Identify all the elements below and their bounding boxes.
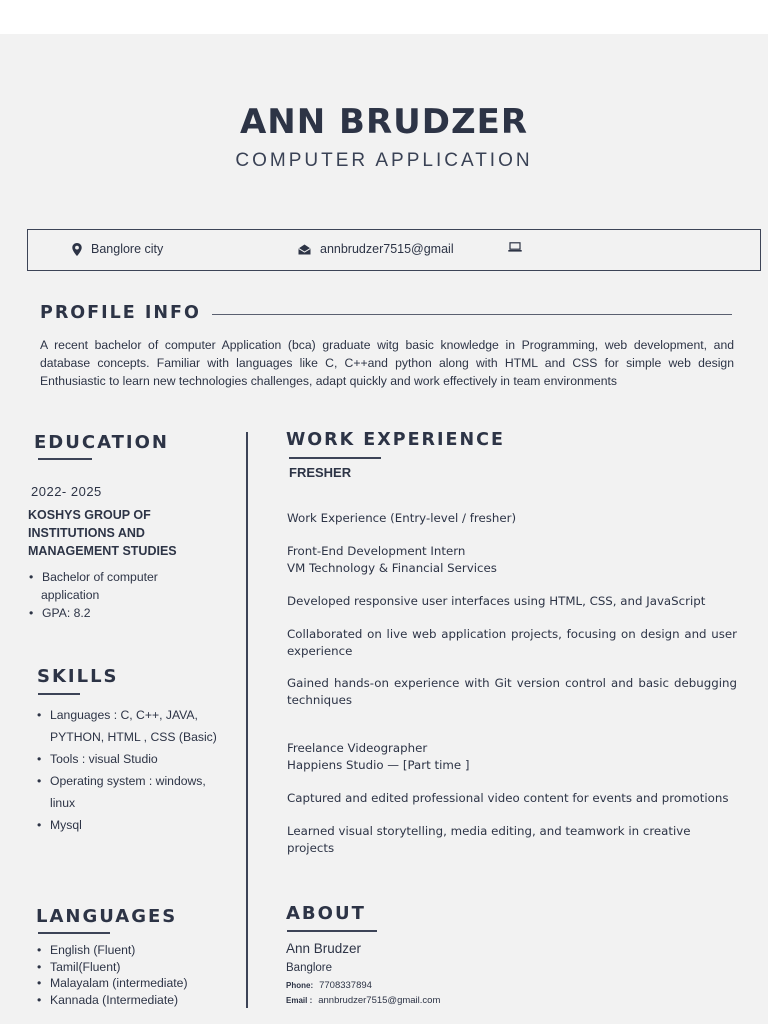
- job-detail: Captured and edited professional video content for events and promotions: [287, 791, 729, 805]
- job-detail: Learned visual storytelling, media editing, and teamwork in creative projects: [287, 824, 691, 855]
- list-item: • Bachelor of computer: [28, 568, 158, 586]
- languages-list: [36, 942, 188, 1008]
- job-title: Front-End Development Intern: [287, 544, 466, 558]
- job-detail: Collaborated on live web application projects, focusing on design and user experience: [287, 627, 737, 658]
- email-label: Email :: [286, 996, 313, 1005]
- work-status: FRESHER: [289, 465, 352, 480]
- email-text[interactable]: annbrudzer7515@gmail: [320, 242, 454, 256]
- list-item: • Operating system : windows,: [36, 770, 217, 792]
- location-pin-icon: [72, 243, 82, 256]
- languages-heading: LANGUAGES: [36, 906, 178, 927]
- contact-location: [72, 242, 163, 256]
- list-item: • Tamil(Fluent): [36, 959, 188, 976]
- candidate-name: ANN BRUDZER: [239, 102, 529, 142]
- work-underline: [289, 457, 381, 459]
- about-city: Banglore: [286, 962, 333, 974]
- list-item: [28, 586, 158, 604]
- about-underline: [287, 930, 377, 932]
- about-phone: [286, 980, 372, 991]
- candidate-title: COMPUTER APPLICATION: [235, 150, 533, 171]
- education-institution: [28, 506, 177, 560]
- about-heading: ABOUT: [286, 903, 366, 924]
- profile-text: A recent bachelor of computer Application (bca) graduate witg basic knowledge in Programming, web development, and database concepts. Familiar with languages like C, C++and python along with HTML and CSS for simple web design Enthusiastic to learn new technologies challenges, adapt quickly and work effectively in team environments: [40, 338, 734, 388]
- list-item-continuation: PYTHON, HTML , CSS (Basic): [50, 730, 217, 744]
- job-company: Happiens Studio — [Part time ]: [287, 758, 470, 772]
- institution-line: INSTITUTIONS AND: [28, 526, 145, 540]
- education-years: 2022- 2025: [31, 484, 102, 499]
- email-value[interactable]: annbrudzer7515@gmail.com: [318, 995, 441, 1006]
- education-underline: [38, 458, 92, 460]
- column-divider: [246, 432, 248, 1008]
- list-item-continuation: linux: [50, 796, 76, 810]
- location-text: Banglore city: [91, 242, 164, 256]
- education-heading: EDUCATION: [34, 432, 169, 453]
- about-name: Ann Brudzer: [286, 941, 362, 956]
- languages-underline: [38, 932, 110, 934]
- contact-portfolio: [508, 242, 522, 252]
- work-heading: WORK EXPERIENCE: [286, 430, 505, 450]
- work-summary: Work Experience (Entry-level / fresher): [287, 511, 517, 525]
- contact-email: [298, 242, 454, 256]
- job-company: VM Technology & Financial Services: [287, 561, 497, 575]
- institution-line: KOSHYS GROUP OF: [28, 508, 151, 522]
- contact-bar: [27, 229, 761, 271]
- skills-heading: SKILLS: [37, 666, 119, 687]
- profile-heading: PROFILE INFO: [40, 303, 201, 323]
- list-item: • Tools : visual Studio: [36, 748, 217, 770]
- skills-underline: [38, 693, 80, 695]
- job-title: Freelance Videographer: [287, 741, 428, 755]
- profile-divider: [212, 314, 732, 315]
- list-item-continuation: application: [41, 588, 100, 602]
- skills-list: [36, 704, 217, 836]
- list-item: • Kannada (Intermediate): [36, 992, 188, 1009]
- list-item: • Languages : C, C++, JAVA,: [36, 704, 217, 726]
- envelope-icon: [298, 244, 311, 255]
- laptop-icon: [508, 242, 522, 252]
- list-item: • English (Fluent): [36, 942, 188, 959]
- phone-value: 7708337894: [319, 980, 372, 991]
- list-item: • GPA: 8.2: [28, 604, 158, 622]
- job-detail: Gained hands-on experience with Git version control and basic debugging techniques: [287, 676, 737, 707]
- resume-page: [0, 34, 768, 1024]
- job-detail: Developed responsive user interfaces using HTML, CSS, and JavaScript: [287, 594, 706, 608]
- phone-label: Phone:: [286, 981, 314, 990]
- education-list: [28, 568, 158, 622]
- list-item: • Mysql: [36, 814, 217, 836]
- about-email: [286, 995, 440, 1006]
- institution-line: MANAGEMENT STUDIES: [28, 544, 177, 558]
- list-item: • Malayalam (intermediate): [36, 975, 188, 992]
